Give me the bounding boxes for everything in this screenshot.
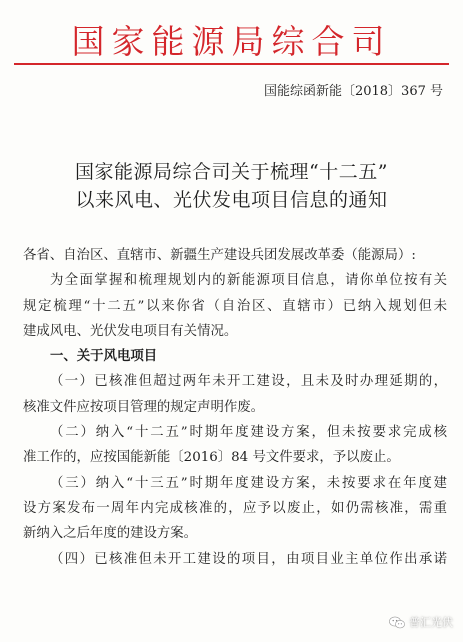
body-line: （四）已核准但未开工建设的项目，由项目业主单位作出承诺 <box>50 551 447 567</box>
body-line: 核准文件应按项目管理的规定声明作废。 <box>23 399 265 415</box>
body-line: （一）已核准但超过两年未开工建设，且未及时办理延期的， <box>50 374 447 390</box>
body-line: 新纳入之后年度的建设方案。 <box>23 526 198 542</box>
body-line: 规定梳理“十二五”以来你省（自治区、直辖市）已纳入规划但未 <box>23 298 447 314</box>
notice-title <box>0 158 463 214</box>
section-heading: 一、关于风电项目 <box>50 349 158 365</box>
wechat-icon <box>389 616 405 629</box>
body-line: 各省、自治区、直辖市、新疆生产建设兵团发展改革委（能源局）: <box>23 248 416 263</box>
document-number: 国能综函新能〔2018〕367 号 <box>263 84 443 99</box>
source-watermark <box>389 614 453 630</box>
notice-body <box>23 243 447 572</box>
body-line: （三）纳入“十三五”时期年度建设方案，未按要求在年度建 <box>50 475 447 491</box>
body-line: 准工作的，应按国能新能〔2016〕84 号文件要求，予以废止。 <box>23 450 400 466</box>
watermark-text: 普汇光伏 <box>409 616 453 629</box>
red-header-rule <box>14 63 449 65</box>
body-line: 设方案发布一周年内完成核准的，应予以废止，如仍需核准，需重 <box>23 500 447 516</box>
body-line: （二）纳入“十二五”时期年度建设方案，但未按要求完成核 <box>50 425 447 441</box>
body-line: 为全面掌握和梳理规划内的新能源项目信息，请你单位按有关 <box>50 273 447 289</box>
notice-title-line-2: 以来风电、光伏发电项目信息的通知 <box>75 189 388 211</box>
agency-header-title: 国家能源局综合司 <box>71 22 392 61</box>
body-line: 建成风电、光伏发电项目有关情况。 <box>23 323 238 339</box>
notice-title-line-1: 国家能源局综合司关于梳理“十二五” <box>75 161 388 183</box>
